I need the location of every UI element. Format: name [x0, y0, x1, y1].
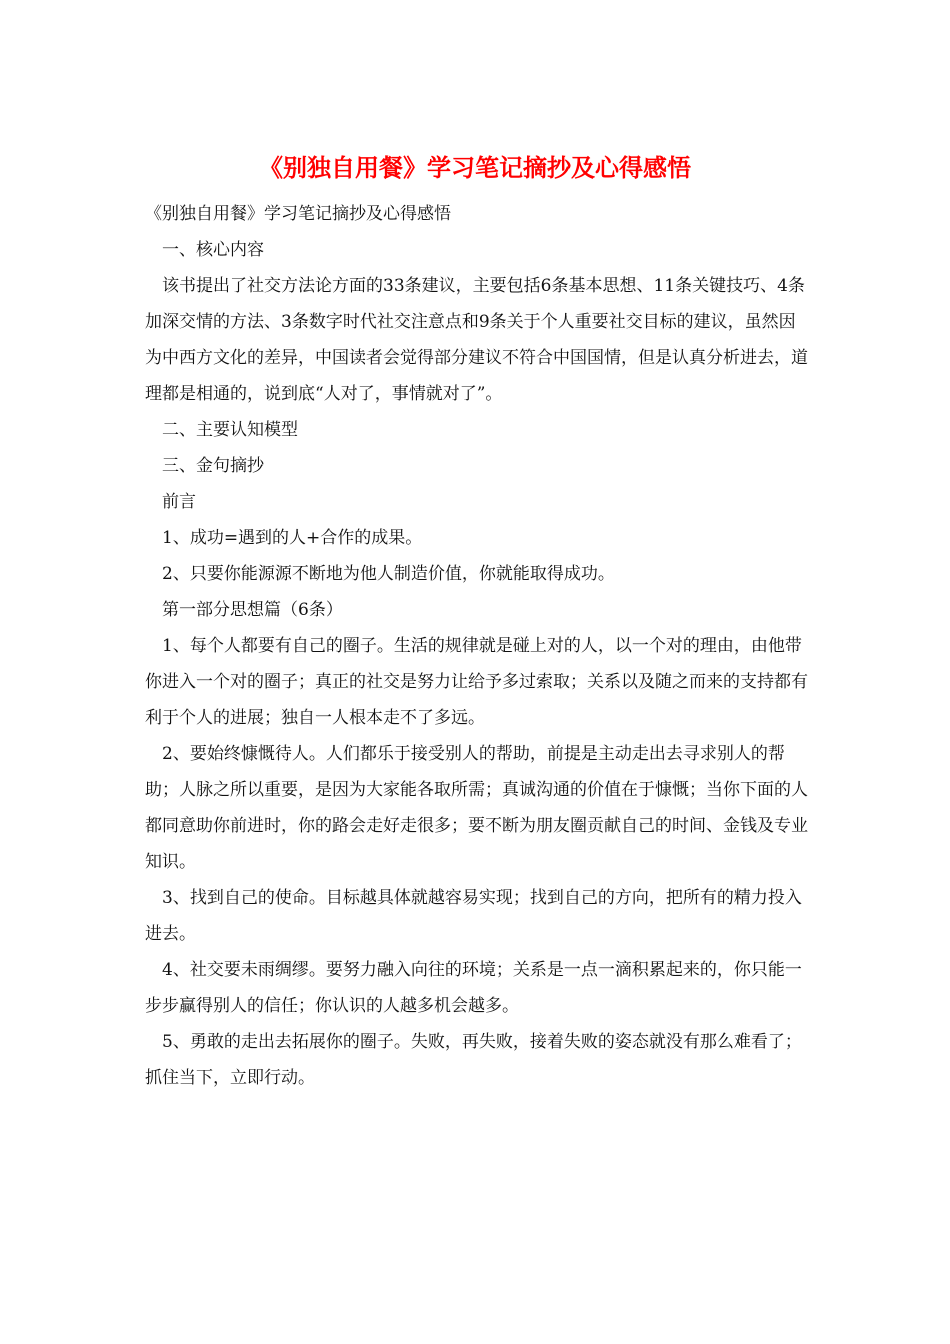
section-heading-cognitive-model: 二、主要认知模型 — [162, 420, 298, 440]
quote-item: 1、成功=遇到的人+合作的成果。 — [162, 528, 423, 548]
subheading-preface: 前言 — [162, 492, 196, 512]
quote-item: 4、社交要未雨绸缪。要努力融入向往的环境；关系是一点一滴积累起来的，你只能一步步赢得别人的信任；你认识的人越多机会越多。 — [145, 960, 802, 1016]
quote-item: 5、勇敢的走出去拓展你的圈子。失败，再失败，接着失败的姿态就没有那么难看了；抓住当下，立即行动。 — [145, 1032, 802, 1088]
document-title: 《别独自用餐》学习笔记摘抄及心得感悟 — [259, 153, 691, 182]
quote-item: 3、找到自己的使命。目标越具体就越容易实现；找到自己的方向，把所有的精力投入进去。 — [145, 888, 802, 944]
section-heading-quotes: 三、金句摘抄 — [162, 456, 264, 476]
paragraph-summary: 该书提出了社交方法论方面的33条建议，主要包括6条基本思想、11条关键技巧、4条加深交情的方法、3条数字时代社交注意点和9条关于个人重要社交目标的建议，虽然因为中西方文化的差异，中国读者会觉得部分建议不符合中国国情，但是认真分析进去，道理都是相通的，说到底“人对了，事情就对了”。 — [145, 276, 808, 404]
document-body — [145, 196, 810, 1096]
subheading-part-one: 第一部分思想篇（6条） — [162, 600, 343, 620]
quote-item: 2、要始终慷慨待人。人们都乐于接受别人的帮助，前提是主动走出去寻求别人的帮助；人脉之所以重要，是因为大家能各取所需；真诚沟通的价值在于慷慨；当你下面的人都同意助你前进时，你的路会走好走很多；要不断为朋友圈贡献自己的时间、金钱及专业知识。 — [145, 744, 808, 872]
section-heading-core-content: 一、核心内容 — [162, 240, 264, 260]
document-subtitle: 《别独自用餐》学习笔记摘抄及心得感悟 — [145, 204, 451, 224]
quote-item: 1、每个人都要有自己的圈子。生活的规律就是碰上对的人，以一个对的理由，由他带你进入一个对的圈子；真正的社交是努力让给予多过索取；关系以及随之而来的支持都有利于个人的进展；独自一人根本走不了多远。 — [145, 636, 808, 728]
quote-item: 2、只要你能源源不断地为他人制造价值，你就能取得成功。 — [162, 564, 615, 584]
